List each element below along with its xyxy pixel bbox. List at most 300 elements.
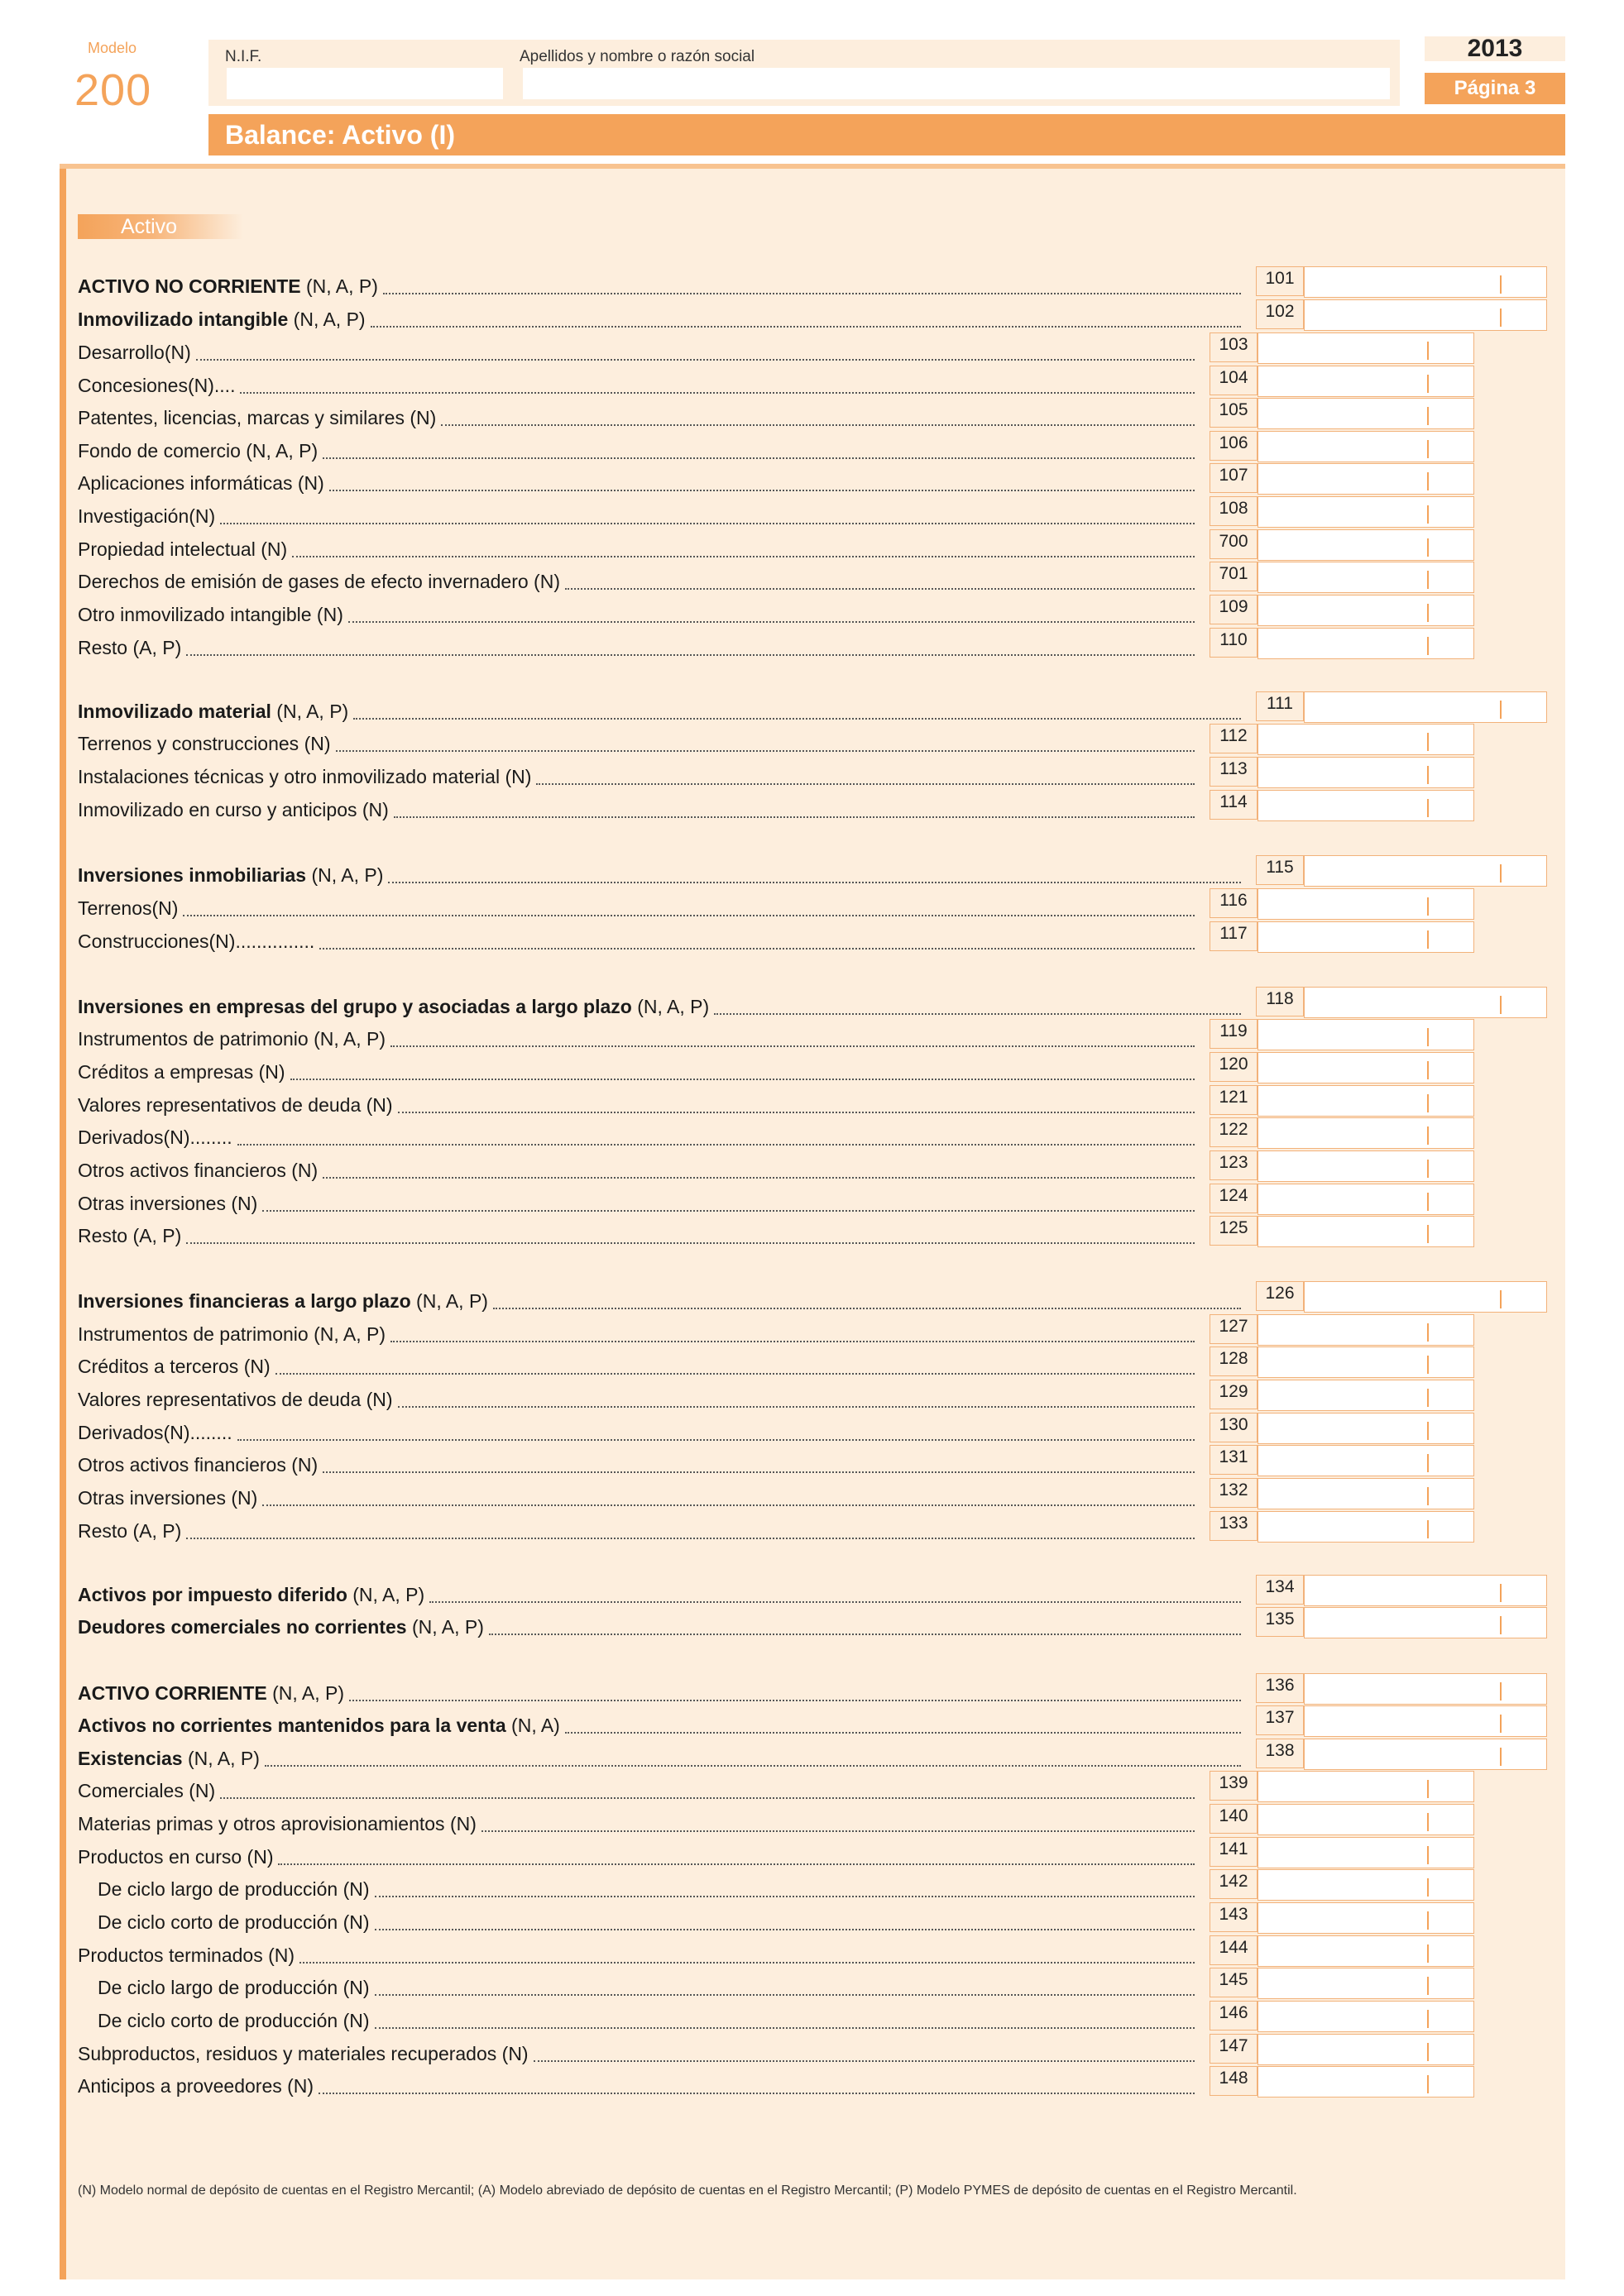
amount-input-135[interactable]: [1305, 1608, 1546, 1638]
value-field-124[interactable]: [1258, 1184, 1474, 1215]
amount-input-140[interactable]: [1258, 1805, 1473, 1834]
amount-input-108[interactable]: [1258, 497, 1473, 527]
value-field-108[interactable]: [1258, 496, 1474, 528]
row-label-106: [78, 439, 318, 462]
dot-leader: [394, 816, 1195, 818]
value-field-129[interactable]: [1258, 1380, 1474, 1411]
box-code-115: 115: [1256, 855, 1304, 885]
row-label-147: [78, 2042, 529, 2065]
decimal-separator-mark: [1427, 1225, 1429, 1243]
dot-leader: [493, 1308, 1241, 1309]
dot-leader: [375, 1929, 1195, 1930]
value-field-116[interactable]: [1258, 888, 1474, 920]
box-code-131: 131: [1210, 1445, 1258, 1475]
value-field-136[interactable]: [1304, 1673, 1547, 1705]
decimal-separator-mark: [1427, 407, 1429, 425]
row-label-125: [78, 1224, 181, 1247]
box-code-125: 125: [1210, 1216, 1258, 1246]
value-field-701[interactable]: [1258, 562, 1474, 593]
row-label-109: [78, 603, 343, 626]
decimal-separator-mark: [1427, 2043, 1429, 2061]
value-field-147[interactable]: [1258, 2034, 1474, 2065]
value-field-109[interactable]: [1258, 595, 1474, 626]
decimal-separator-mark: [1427, 604, 1429, 622]
value-field-130[interactable]: [1258, 1413, 1474, 1444]
amount-input-110[interactable]: [1258, 629, 1473, 658]
amount-input-101[interactable]: [1305, 267, 1546, 297]
row-text-102: (N, A, P): [288, 309, 366, 330]
box-code-113: 113: [1210, 757, 1258, 787]
value-field-145[interactable]: [1258, 1968, 1474, 1999]
amount-input-106[interactable]: [1258, 432, 1473, 462]
value-field-131[interactable]: [1258, 1445, 1474, 1476]
decimal-separator-mark: [1500, 1616, 1502, 1634]
box-code-132: 132: [1210, 1478, 1258, 1508]
row-label-148: [78, 2074, 314, 2097]
row-label-128: [78, 1355, 271, 1378]
row-text-140: Materias primas y otros aprovisionamientos (N): [78, 1813, 477, 1834]
row-label-132: [78, 1486, 257, 1509]
box-code-124: 124: [1210, 1184, 1258, 1213]
amount-input-137[interactable]: [1305, 1706, 1546, 1736]
amount-input-112[interactable]: [1258, 725, 1473, 754]
dot-leader: [299, 1962, 1195, 1964]
row-text-118: (N, A, P): [631, 996, 710, 1017]
dot-leader: [375, 1994, 1195, 1996]
value-field-102[interactable]: [1304, 299, 1547, 331]
value-field-104[interactable]: [1258, 366, 1474, 397]
amount-input-126[interactable]: [1305, 1282, 1546, 1312]
amount-input-114[interactable]: [1258, 791, 1473, 820]
row-label-131: [78, 1453, 318, 1476]
box-code-121: 121: [1210, 1085, 1258, 1115]
amount-input-125[interactable]: [1258, 1217, 1473, 1246]
row-label-123: [78, 1159, 318, 1182]
dot-leader: [240, 392, 1195, 394]
row-text-136: (N, A, P): [266, 1682, 345, 1704]
box-code-148: 148: [1210, 2066, 1258, 2096]
row-text-147: Subproductos, residuos y materiales recuperados (N): [78, 2043, 529, 2064]
row-title-115: Inversiones inmobiliarias: [78, 864, 307, 886]
box-code-103: 103: [1210, 332, 1258, 362]
nif-field[interactable]: [227, 68, 503, 99]
box-code-102: 102: [1256, 299, 1304, 329]
amount-input-700[interactable]: [1258, 530, 1473, 560]
decimal-separator-mark: [1427, 1878, 1429, 1897]
row-text-137: (N, A): [505, 1715, 560, 1736]
value-field-107[interactable]: [1258, 463, 1474, 495]
dot-leader: [220, 1797, 1195, 1799]
row-label-118: [78, 995, 709, 1018]
row-label-108: [78, 505, 215, 528]
dot-leader: [336, 750, 1195, 752]
decimal-separator-mark: [1427, 1813, 1429, 1831]
amount-input-120[interactable]: [1258, 1053, 1473, 1083]
decimal-separator-mark: [1427, 342, 1429, 360]
row-text-144: Productos terminados (N): [78, 1944, 295, 1966]
box-code-109: 109: [1210, 595, 1258, 624]
decimal-separator-mark: [1427, 1094, 1429, 1112]
box-code-107: 107: [1210, 463, 1258, 493]
row-title-134: Activos por impuesto diferido: [78, 1584, 347, 1605]
decimal-separator-mark: [1427, 1780, 1429, 1798]
amount-input-122[interactable]: [1258, 1118, 1473, 1148]
decimal-separator-mark: [1427, 472, 1429, 490]
value-field-134[interactable]: [1304, 1575, 1547, 1606]
dot-leader: [390, 1341, 1195, 1342]
row-text-124: Otras inversiones (N): [78, 1193, 258, 1214]
value-field-140[interactable]: [1258, 1804, 1474, 1835]
row-label-141: [78, 1845, 273, 1868]
value-field-125[interactable]: [1258, 1216, 1474, 1247]
dot-leader: [383, 293, 1241, 294]
dot-leader: [186, 654, 1195, 656]
decimal-separator-mark: [1500, 275, 1502, 294]
row-text-110: Resto (A, P): [78, 637, 182, 658]
value-field-135[interactable]: [1304, 1607, 1547, 1638]
amount-input-132[interactable]: [1258, 1479, 1473, 1509]
amount-input-119[interactable]: [1258, 1020, 1473, 1050]
row-text-108: Investigación(N): [78, 505, 216, 527]
row-label-103: [78, 341, 191, 364]
decimal-separator-mark: [1500, 1748, 1502, 1766]
dot-leader: [565, 1732, 1241, 1734]
amount-input-701[interactable]: [1258, 562, 1473, 592]
row-label-140: [78, 1812, 477, 1835]
box-code-129: 129: [1210, 1380, 1258, 1409]
box-code-118: 118: [1256, 987, 1304, 1016]
value-field-120[interactable]: [1258, 1052, 1474, 1083]
row-text-129: Valores representativos de deuda (N): [78, 1389, 393, 1410]
box-code-110: 110: [1210, 628, 1258, 658]
value-field-115[interactable]: [1304, 855, 1547, 887]
row-label-110: [78, 636, 181, 659]
row-label-133: [78, 1519, 181, 1543]
page-label: Página 3: [1425, 73, 1565, 104]
decimal-separator-mark: [1500, 1290, 1502, 1308]
dot-leader: [262, 1210, 1195, 1212]
value-field-139[interactable]: [1258, 1771, 1474, 1802]
dot-leader: [536, 783, 1195, 785]
value-field-133[interactable]: [1258, 1511, 1474, 1543]
row-label-115: [78, 863, 383, 887]
dot-leader: [319, 2093, 1195, 2094]
box-code-108: 108: [1210, 496, 1258, 526]
row-label-114: [78, 798, 389, 821]
amount-input-107[interactable]: [1258, 464, 1473, 494]
row-label-102: [78, 308, 366, 331]
value-field-127[interactable]: [1258, 1314, 1474, 1346]
box-code-117: 117: [1210, 921, 1258, 951]
box-code-133: 133: [1210, 1511, 1258, 1541]
amount-input-143[interactable]: [1258, 1903, 1473, 1933]
amount-input-103[interactable]: [1258, 333, 1473, 363]
decimal-separator-mark: [1500, 864, 1502, 883]
amount-input-123[interactable]: [1258, 1151, 1473, 1181]
decimal-separator-mark: [1427, 1487, 1429, 1505]
value-field-141[interactable]: [1258, 1837, 1474, 1868]
value-field-114[interactable]: [1258, 790, 1474, 821]
value-field-121[interactable]: [1258, 1085, 1474, 1117]
box-code-139: 139: [1210, 1771, 1258, 1801]
dot-leader: [565, 588, 1195, 590]
amount-input-145[interactable]: [1258, 1968, 1473, 1998]
dot-leader: [714, 1013, 1241, 1015]
value-field-105[interactable]: [1258, 398, 1474, 429]
row-label-701: [78, 570, 560, 593]
decimal-separator-mark: [1500, 309, 1502, 327]
row-label-112: [78, 732, 331, 755]
row-title-111: Inmovilizado material: [78, 701, 271, 722]
row-text-115: (N, A, P): [306, 864, 384, 886]
amount-input-109[interactable]: [1258, 596, 1473, 625]
value-field-106[interactable]: [1258, 431, 1474, 462]
box-code-106: 106: [1210, 431, 1258, 461]
amount-input-113[interactable]: [1258, 758, 1473, 787]
amount-input-148[interactable]: [1258, 2067, 1473, 2097]
row-text-116: Terrenos(N): [78, 897, 179, 919]
row-text-148: Anticipos a proveedores (N): [78, 2075, 314, 2097]
dot-leader: [390, 1045, 1195, 1047]
value-field-101[interactable]: [1304, 266, 1547, 298]
decimal-separator-mark: [1427, 375, 1429, 393]
dot-leader: [278, 1863, 1195, 1865]
value-field-123[interactable]: [1258, 1150, 1474, 1182]
row-label-121: [78, 1093, 393, 1117]
row-label-117: [78, 930, 314, 953]
value-field-132[interactable]: [1258, 1478, 1474, 1509]
decimal-separator-mark: [1427, 2010, 1429, 2028]
row-title-137: Activos no corrientes mantenidos para la venta: [78, 1715, 506, 1736]
decimal-separator-mark: [1427, 440, 1429, 458]
dot-leader: [441, 424, 1195, 426]
decimal-separator-mark: [1427, 799, 1429, 817]
row-text-131: Otros activos financieros (N): [78, 1454, 319, 1476]
amount-input-121[interactable]: [1258, 1086, 1473, 1116]
decimal-separator-mark: [1427, 930, 1429, 949]
row-label-122: [78, 1126, 232, 1149]
row-text-145: De ciclo largo de producción (N): [98, 1977, 370, 1998]
section-tab: [78, 214, 243, 239]
dot-leader: [292, 556, 1195, 557]
decimal-separator-mark: [1427, 1520, 1429, 1538]
row-text-122: Derivados(N)........: [78, 1126, 232, 1148]
box-code-142: 142: [1210, 1869, 1258, 1899]
row-text-121: Valores representativos de deuda (N): [78, 1094, 393, 1116]
row-label-146: [78, 2009, 370, 2032]
decimal-separator-mark: [1500, 1682, 1502, 1700]
row-label-116: [78, 897, 178, 920]
dot-leader: [329, 490, 1195, 491]
value-field-700[interactable]: [1258, 529, 1474, 561]
decimal-separator-mark: [1427, 538, 1429, 557]
row-text-135: (N, A, P): [406, 1616, 484, 1638]
box-code-116: 116: [1210, 888, 1258, 918]
decimal-separator-mark: [1427, 766, 1429, 784]
value-field-126[interactable]: [1304, 1281, 1547, 1313]
decimal-separator-mark: [1427, 1356, 1429, 1374]
value-field-146[interactable]: [1258, 2001, 1474, 2032]
row-text-103: Desarrollo(N): [78, 342, 191, 363]
decimal-separator-mark: [1427, 1911, 1429, 1930]
value-field-112[interactable]: [1258, 724, 1474, 755]
row-label-143: [78, 1911, 370, 1934]
dot-leader: [348, 621, 1195, 623]
amount-input-130[interactable]: [1258, 1413, 1473, 1443]
box-code-104: 104: [1210, 366, 1258, 395]
row-title-126: Inversiones financieras a largo plazo: [78, 1290, 411, 1312]
amount-input-127[interactable]: [1258, 1315, 1473, 1345]
row-text-130: Derivados(N)........: [78, 1422, 232, 1443]
value-field-143[interactable]: [1258, 1902, 1474, 1934]
dot-leader: [262, 1504, 1195, 1506]
dot-leader: [265, 1765, 1241, 1767]
box-code-138: 138: [1256, 1739, 1304, 1768]
decimal-separator-mark: [1427, 897, 1429, 916]
decimal-separator-mark: [1500, 1584, 1502, 1602]
row-text-113: Instalaciones técnicas y otro inmovilizado material (N): [78, 766, 532, 787]
decimal-separator-mark: [1427, 637, 1429, 655]
row-text-143: De ciclo corto de producción (N): [98, 1911, 370, 1933]
decimal-separator-mark: [1427, 1193, 1429, 1211]
name-field[interactable]: [523, 68, 1390, 99]
amount-input-138[interactable]: [1305, 1739, 1546, 1769]
amount-input-124[interactable]: [1258, 1184, 1473, 1214]
dot-leader: [319, 948, 1195, 949]
decimal-separator-mark: [1427, 2075, 1429, 2093]
value-field-111[interactable]: [1304, 691, 1547, 723]
row-text-123: Otros activos financieros (N): [78, 1160, 319, 1181]
value-field-144[interactable]: [1258, 1935, 1474, 1967]
row-text-701: Derechos de emisión de gases de efecto invernadero (N): [78, 571, 560, 592]
dot-leader: [489, 1634, 1241, 1635]
row-text-141: Productos en curso (N): [78, 1846, 274, 1868]
dot-leader: [220, 523, 1195, 524]
value-field-142[interactable]: [1258, 1869, 1474, 1901]
dot-leader: [375, 2027, 1195, 2029]
dot-leader: [375, 1896, 1195, 1897]
amount-input-115[interactable]: [1305, 856, 1546, 886]
row-text-138: (N, A, P): [182, 1748, 260, 1769]
box-code-135: 135: [1256, 1607, 1304, 1637]
decimal-separator-mark: [1427, 1126, 1429, 1145]
amount-input-118[interactable]: [1305, 988, 1546, 1017]
value-field-128[interactable]: [1258, 1347, 1474, 1378]
row-text-119: Instrumentos de patrimonio (N, A, P): [78, 1028, 386, 1050]
section-label: Activo: [121, 215, 178, 238]
decimal-separator-mark: [1427, 1977, 1429, 1995]
row-label-111: [78, 700, 348, 723]
modelo-number: 200: [74, 65, 152, 115]
box-code-146: 146: [1210, 2001, 1258, 2031]
value-field-118[interactable]: [1304, 987, 1547, 1018]
decimal-separator-mark: [1500, 996, 1502, 1014]
decimal-separator-mark: [1427, 1061, 1429, 1079]
amount-input-117[interactable]: [1258, 922, 1473, 952]
row-label-105: [78, 406, 436, 429]
value-field-110[interactable]: [1258, 628, 1474, 659]
box-code-119: 119: [1210, 1019, 1258, 1049]
row-text-126: (N, A, P): [410, 1290, 488, 1312]
row-label-127: [78, 1323, 386, 1346]
value-field-113[interactable]: [1258, 757, 1474, 788]
amount-input-128[interactable]: [1258, 1347, 1473, 1377]
value-field-122[interactable]: [1258, 1117, 1474, 1149]
row-label-113: [78, 765, 531, 788]
row-text-106: Fondo de comercio (N, A, P): [78, 440, 319, 462]
footnote: (N) Modelo normal de depósito de cuentas en el Registro Mercantil; (A) Modelo abreviado de depósito de cuentas en el Registro Mercantil; (P) Modelo PYMES de depósito de cuentas en el Registro Mercantil.: [78, 2184, 1297, 2198]
decimal-separator-mark: [1427, 1323, 1429, 1342]
row-text-111: (N, A, P): [271, 701, 349, 722]
value-field-117[interactable]: [1258, 921, 1474, 953]
box-code-140: 140: [1210, 1804, 1258, 1834]
dot-leader: [237, 1144, 1195, 1146]
value-field-103[interactable]: [1258, 332, 1474, 364]
page-title: Balance: Activo (I): [225, 120, 455, 150]
dot-leader: [323, 1177, 1195, 1179]
row-label-145: [78, 1976, 370, 1999]
amount-input-102[interactable]: [1305, 300, 1546, 330]
name-label: Apellidos y nombre o razón social: [520, 48, 755, 65]
row-text-142: De ciclo largo de producción (N): [98, 1878, 370, 1900]
row-text-120: Créditos a empresas (N): [78, 1061, 285, 1083]
row-label-144: [78, 1944, 295, 1967]
box-code-128: 128: [1210, 1347, 1258, 1376]
amount-input-142[interactable]: [1258, 1870, 1473, 1900]
row-text-112: Terrenos y construcciones (N): [78, 733, 331, 754]
row-title-101: ACTIVO NO CORRIENTE: [78, 275, 301, 297]
amount-input-139[interactable]: [1258, 1772, 1473, 1801]
dot-leader: [323, 457, 1195, 459]
amount-input-116[interactable]: [1258, 889, 1473, 919]
box-code-136: 136: [1256, 1673, 1304, 1703]
amount-input-104[interactable]: [1258, 366, 1473, 396]
box-code-127: 127: [1210, 1314, 1258, 1344]
amount-input-134[interactable]: [1305, 1576, 1546, 1605]
decimal-separator-mark: [1427, 1846, 1429, 1864]
dot-leader: [323, 1471, 1195, 1473]
value-field-138[interactable]: [1304, 1739, 1547, 1770]
value-field-119[interactable]: [1258, 1019, 1474, 1050]
amount-input-136[interactable]: [1305, 1674, 1546, 1704]
box-code-700: 700: [1210, 529, 1258, 559]
row-title-138: Existencias: [78, 1748, 183, 1769]
value-field-148[interactable]: [1258, 2066, 1474, 2097]
amount-input-111[interactable]: [1305, 692, 1546, 722]
row-text-107: Aplicaciones informáticas (N): [78, 472, 324, 494]
amount-input-147[interactable]: [1258, 2035, 1473, 2064]
amount-input-146[interactable]: [1258, 2002, 1473, 2031]
amount-input-144[interactable]: [1258, 1936, 1473, 1966]
value-field-137[interactable]: [1304, 1705, 1547, 1737]
amount-input-141[interactable]: [1258, 1838, 1473, 1868]
row-text-101: (N, A, P): [300, 275, 378, 297]
row-text-700: Propiedad intelectual (N): [78, 538, 288, 560]
box-code-114: 114: [1210, 790, 1258, 820]
amount-input-131[interactable]: [1258, 1446, 1473, 1476]
amount-input-133[interactable]: [1258, 1512, 1473, 1542]
row-text-125: Resto (A, P): [78, 1225, 182, 1246]
amount-input-105[interactable]: [1258, 399, 1473, 428]
row-title-135: Deudores comerciales no corrientes: [78, 1616, 407, 1638]
decimal-separator-mark: [1427, 571, 1429, 589]
row-label-120: [78, 1060, 285, 1083]
row-label-119: [78, 1027, 386, 1050]
row-label-137: [78, 1714, 560, 1737]
decimal-separator-mark: [1427, 1389, 1429, 1407]
amount-input-129[interactable]: [1258, 1380, 1473, 1410]
row-text-117: Construcciones(N)...............: [78, 930, 315, 952]
